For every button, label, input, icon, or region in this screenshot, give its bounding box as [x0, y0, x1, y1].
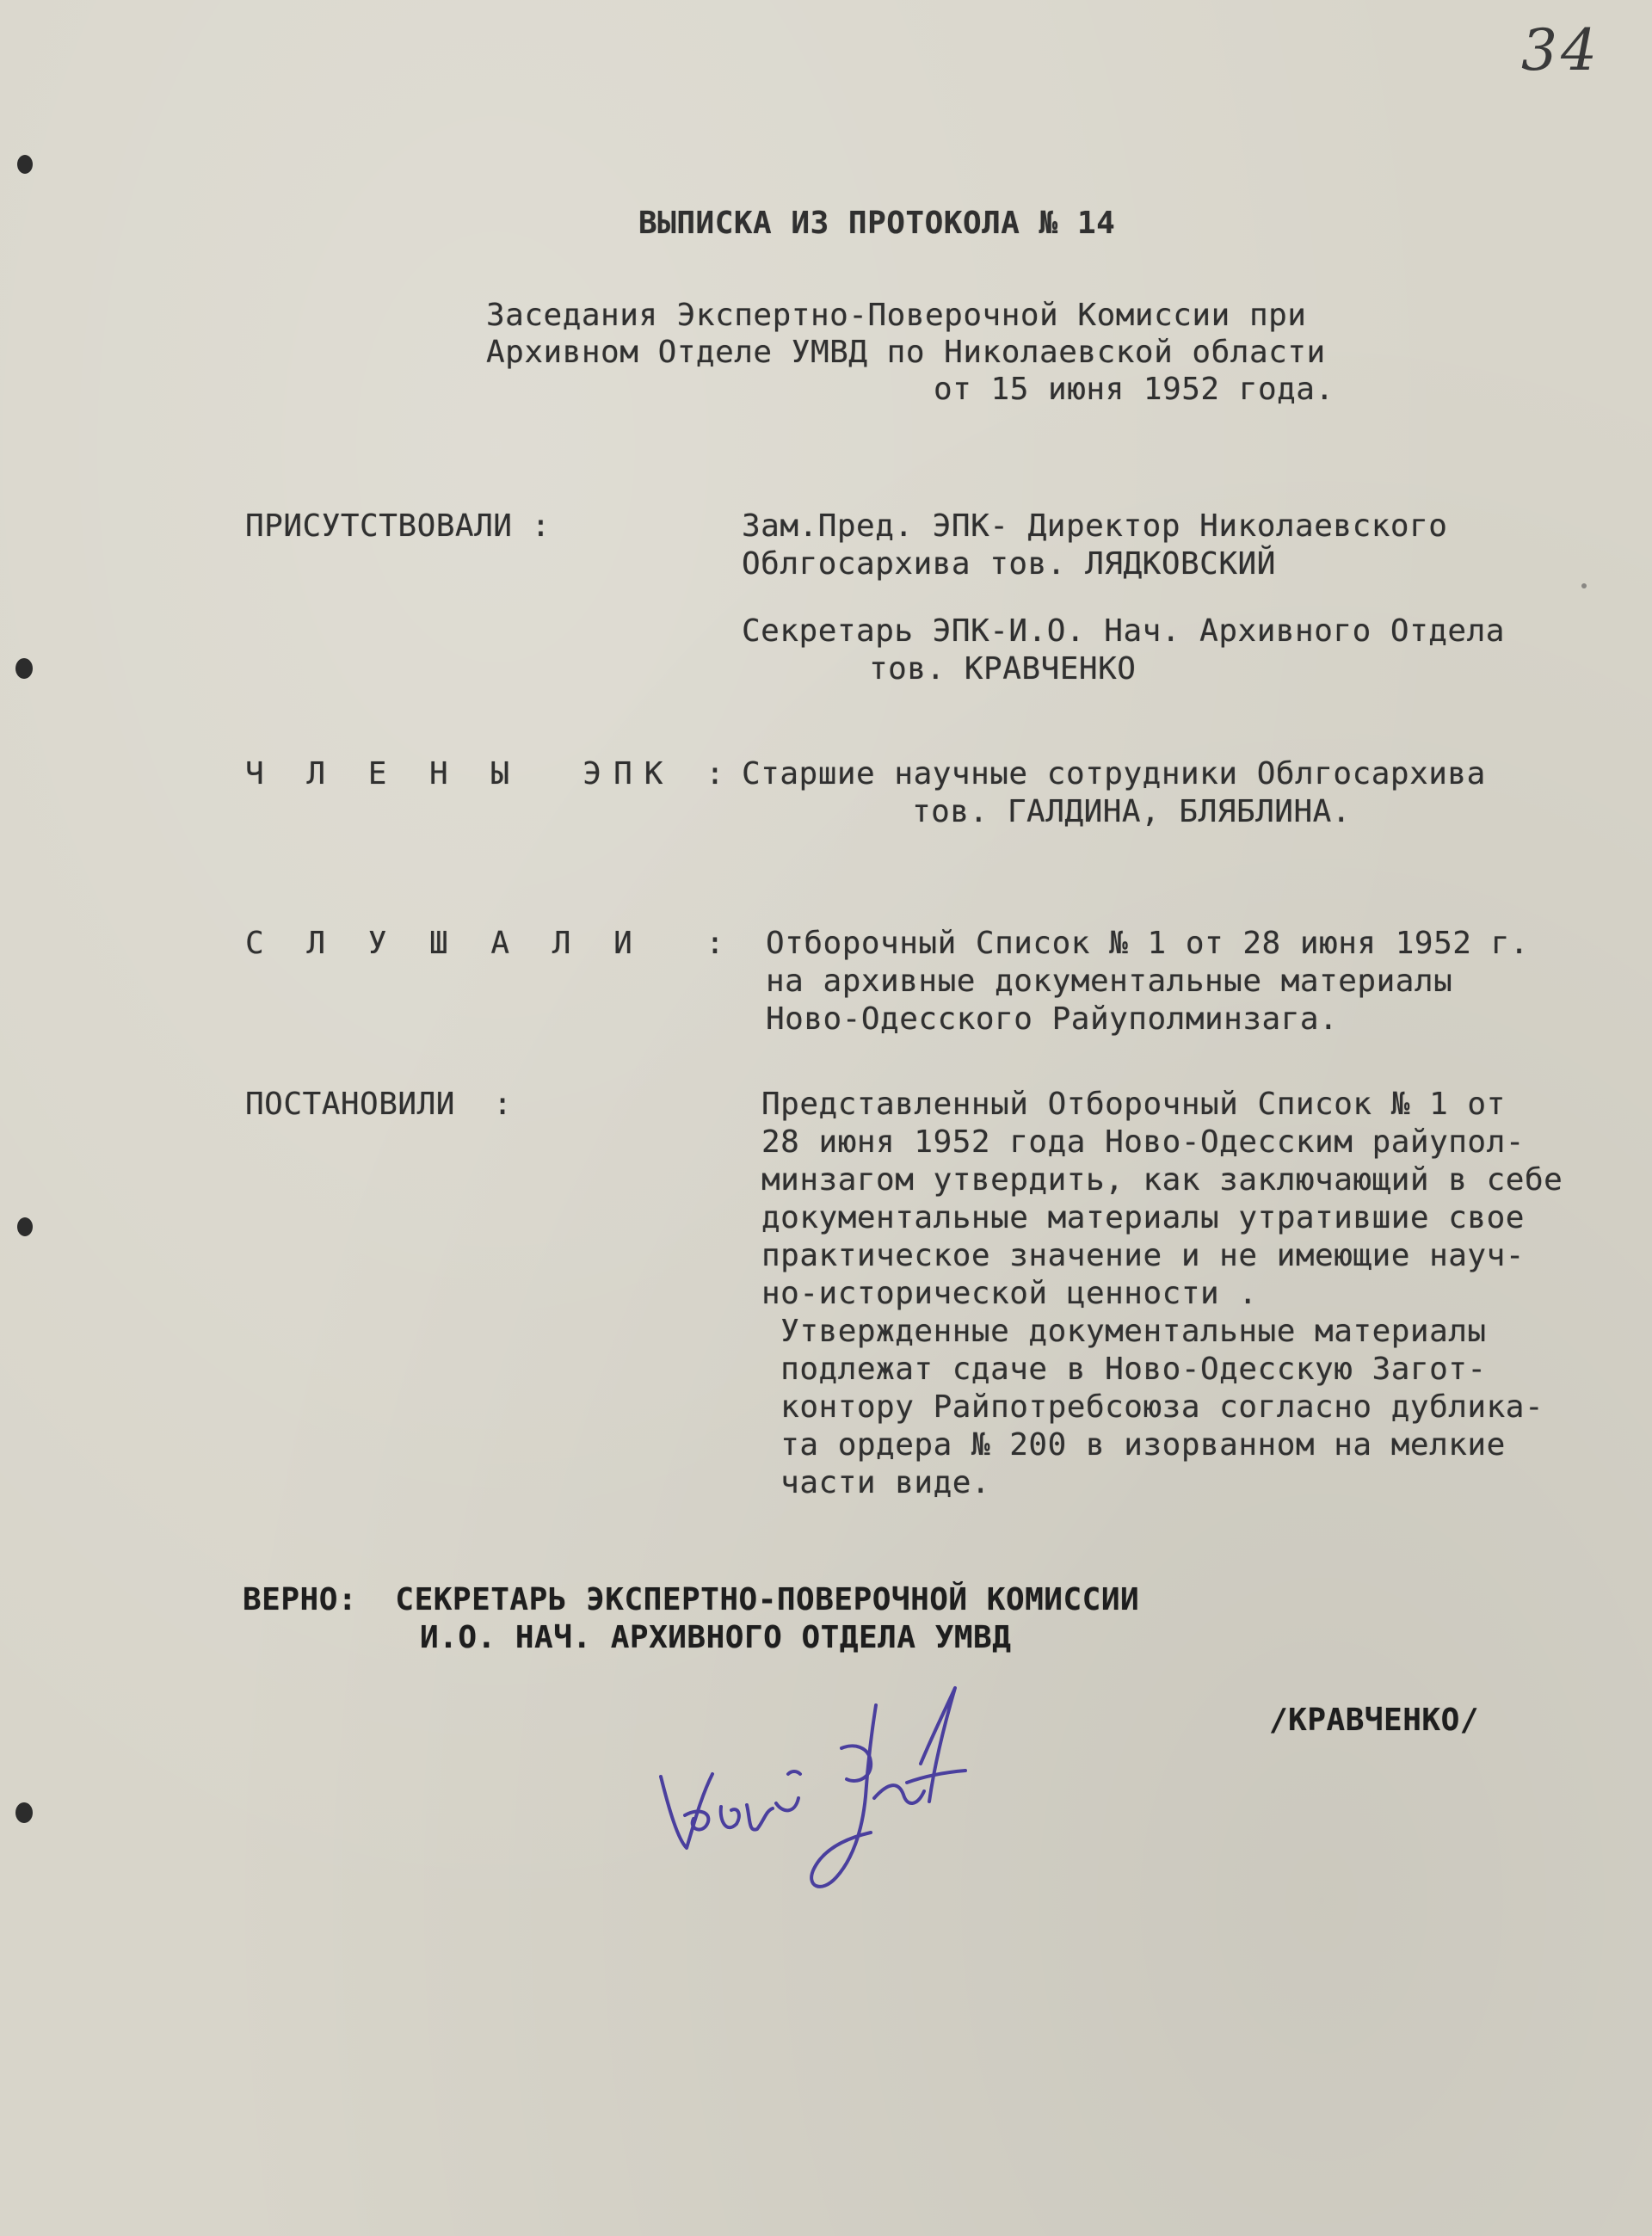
- present-label: ПРИСУТСТВОВАЛИ :: [245, 508, 551, 544]
- decided-line: контору Райпотребсоюза согласно дублика-: [761, 1389, 1544, 1425]
- heard-line: на архивные документальные материалы: [766, 964, 1453, 999]
- decided-line: но-исторической ценности .: [761, 1276, 1258, 1311]
- members-line: тов. ГАЛДИНА, БЛЯБЛИНА.: [912, 794, 1351, 829]
- meeting-line: Архивном Отделе УМВД по Николаевской области: [486, 335, 1326, 370]
- decided-line: та ордера № 200 в изорванном на мелкие: [761, 1427, 1506, 1463]
- certification-line: И.О. НАЧ. АРХИВНОГО ОТДЕЛА УМВД: [420, 1620, 1012, 1655]
- chair-line: Облгосархива тов. ЛЯДКОВСКИЙ: [742, 546, 1276, 582]
- signer-name: /КРАВЧЕНКО/: [1269, 1703, 1479, 1738]
- paper-speck: [1581, 583, 1587, 588]
- decided-line: 28 июня 1952 года Ново-Одесским райупол-: [761, 1124, 1525, 1160]
- decided-line: практическое значение и не имеющие науч-: [761, 1238, 1525, 1273]
- secretary-line: Секретарь ЭПК-И.О. Нач. Архивного Отдела: [742, 613, 1505, 649]
- decided-line: минзагом утвердить, как заключающий в себе: [761, 1162, 1563, 1198]
- meeting-line: Заседания Экспертно-Поверочной Комиссии при: [486, 298, 1307, 333]
- binder-hole: [17, 155, 33, 174]
- decided-line: части виде.: [761, 1465, 991, 1500]
- members-label: Ч Л Е Н Ы ЭПК :: [245, 756, 737, 792]
- heard-label: С Л У Ш А Л И :: [245, 926, 737, 961]
- binder-hole: [15, 658, 33, 679]
- decided-line: Утвержденные документальные материалы: [761, 1314, 1487, 1349]
- binder-hole: [15, 1802, 33, 1823]
- secretary-line: тов. КРАВЧЕНКО: [869, 651, 1137, 687]
- decided-label: ПОСТАНОВИЛИ :: [245, 1087, 513, 1122]
- certification-line: ВЕРНО: СЕКРЕТАРЬ ЭКСПЕРТНО-ПОВЕРОЧНОЙ КОМИССИИ: [243, 1582, 1140, 1617]
- meeting-date: от 15 июня 1952 года.: [934, 372, 1335, 407]
- binder-hole: [17, 1217, 33, 1236]
- heard-line: Ново-Одесского Райуполминзага.: [766, 1001, 1339, 1037]
- document-title: ВЫПИСКА ИЗ ПРОТОКОЛА № 14: [638, 206, 1116, 241]
- decided-line: документальные материалы утратившие свое: [761, 1200, 1525, 1235]
- decided-line: Представленный Отборочный Список № 1 от: [761, 1087, 1506, 1122]
- members-line: Старшие научные сотрудники Облгосархива: [742, 756, 1486, 792]
- heard-line: Отборочный Список № 1 от 28 июня 1952 г.: [766, 926, 1529, 961]
- page-number: 34: [1521, 17, 1600, 83]
- decided-line: подлежат сдаче в Ново-Одесскую Загот-: [761, 1352, 1487, 1387]
- chair-line: Зам.Пред. ЭПК- Директор Николаевского: [742, 508, 1448, 544]
- handwritten-signature: [637, 1669, 1015, 1910]
